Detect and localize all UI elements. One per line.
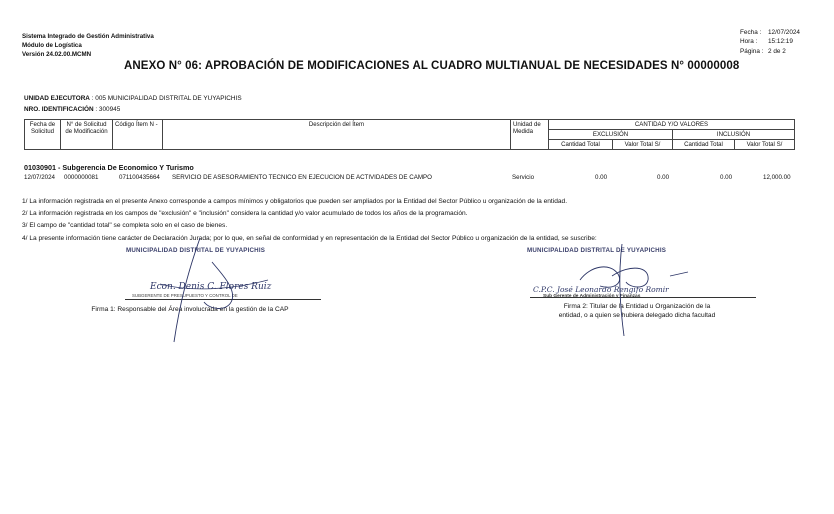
signature2-ink [560,236,700,346]
col-nro-solicitud: N° de Solicitud de Modificación [61,120,113,150]
system-name: Sistema Integrado de Gestión Administrativa [22,33,154,40]
section-title: 01030901 - Subgerencia De Economico Y Turismo [24,163,194,172]
ue-value: : 005 MUNICIPALIDAD DISTRITAL DE YUYAPICHIS [91,95,242,102]
system-info [22,32,154,59]
report-meta [740,28,800,56]
signature2-role: Sub Gerente de Administración y Finanzas [543,294,641,299]
document-title: ANEXO N° 06: APROBACIÓN DE MODIFICACIONES AL CUADRO MULTIANUAL DE NECESIDADES N° 00000008 [124,60,740,72]
col-exc-cantidad: Cantidad Total [549,140,613,150]
note-3: 3/ El campo de "cantidad total" se completa solo en el caso de bienes. [22,222,228,230]
nro-value: : 300945 [95,106,121,113]
pagina-label: Página : [740,47,764,55]
version: Versión 24.02.00.MCMN [22,51,92,58]
row-inc-valor: 12,000.00 [763,174,791,181]
row-exc-valor: 0.00 [657,174,670,181]
table-row [24,174,804,183]
signature2-name: C.P.C. José Leonardo Rengifo Romir [533,285,669,294]
hora-label: Hora : [740,38,758,46]
col-inc-cantidad: Cantidad Total [673,140,735,150]
fecha-label: Fecha : [740,29,762,36]
signature1-stamp: MUNICIPALIDAD DISTRITAL DE YUYAPICHIS [126,247,266,254]
ue-label: UNIDAD EJECUTORA [24,95,90,102]
notes [22,196,597,245]
signature2-caption-line1: Firma 2: Titular de la Entidad u Organización de la [563,303,711,310]
signature1-caption: Firma 1: Responsable del Área involucrada en la gestión de la CAP [91,306,289,313]
signature2-caption-line2: entidad, o a quien se hubiera delegado dicha facultad [558,312,716,319]
col-exc-valor: Valor Total S/ [613,140,673,150]
col-inc-valor: Valor Total S/ [735,140,795,150]
module-name: Módulo de Logística [22,42,82,49]
note-1: 1/ La información registrada en el presente Anexo corresponde a campos mínimos y obligatorios que pueden ser ampliados por la Entidad del Sector Público u organización de la entidad. [22,198,568,205]
note-2: 2/ La información registrada en los campos de "exclusión" e "inclusión" considera la cantidad y/o valor acumulado de todos los años de la programación. [22,210,468,218]
col-fecha: Fecha de Solicitud [25,120,61,150]
row-inc-cantidad: 0.00 [720,174,733,181]
col-cantidad-valores: CANTIDAD Y/O VALORES [549,120,795,130]
hora-value: 15:12:19 [768,38,793,46]
signature1-ink [140,232,290,352]
nro-label: NRO. IDENTIFICACIÓN [24,106,94,113]
items-table-header [24,119,795,150]
col-descripcion: Descripción del Ítem [163,120,511,150]
signature1-role: SUBGERENTE DE PRESUPUESTO Y CONTROL DE [132,293,238,298]
pagina-value: 2 de 2 [768,47,786,55]
col-unidad: Unidad de Medida [511,120,549,150]
row-fecha: 12/07/2024 [24,174,55,181]
row-codigo: 071100435664 [119,174,160,181]
row-unidad: Servicio [512,174,535,181]
fecha-value: 12/07/2024 [768,29,800,36]
row-nro: 0000000081 [64,174,99,181]
entity-info [24,93,242,115]
col-codigo: Código Ítem N - [113,120,163,150]
col-exclusion: EXCLUSIÓN [549,130,673,140]
col-inclusion: INCLUSIÓN [673,130,795,140]
signature2-stamp: MUNICIPALIDAD DISTRITAL DE YUYAPICHIS [527,247,667,254]
row-exc-cantidad: 0.00 [595,174,608,181]
note-4: 4/ La presente información tiene carácter de Declaración Jurada; por lo que, en señal de conformidad y en representación de la Entidad del Sector Público u organización de la entidad, se suscribe: [22,234,597,242]
row-descripcion: SERVICIO DE ASESORAMIENTO TECNICO EN EJECUCION DE ACTIVIDADES DE CAMPO [172,174,432,181]
signature1-name: Econ. Denis C. Flores Ruiz [150,282,272,292]
